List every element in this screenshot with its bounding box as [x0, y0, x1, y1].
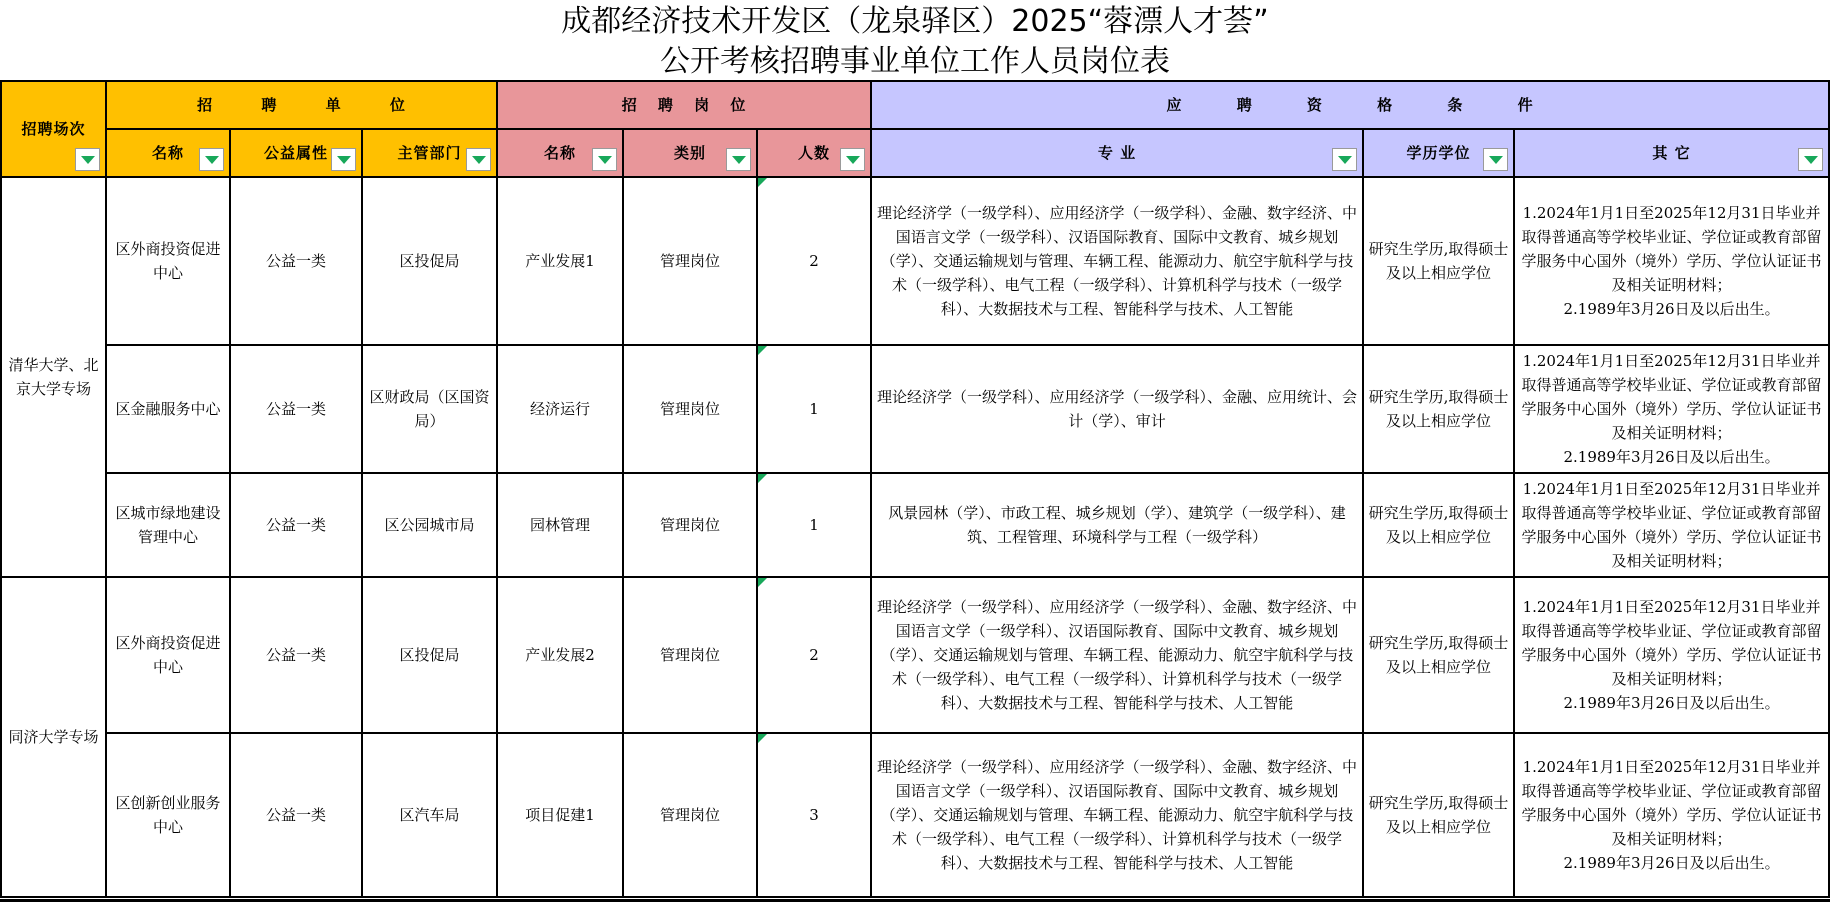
header-edu-label: 学历学位: [1406, 144, 1471, 162]
other-text: 1.2024年1月1日至2025年12月31日毕业并取得普通高等学校毕业证、学位证或教育部留学服务中心国外（境外）学历、学位认证证书及相关证明材料；: [1521, 480, 1822, 570]
table-row: [1, 177, 1829, 345]
post-type-cell: 管理岗位: [623, 177, 757, 345]
filter-button-post-name[interactable]: [592, 148, 617, 171]
header-qual-group: 应 聘 资 格 条 件: [871, 81, 1829, 129]
unit-attr-cell: 公益一类: [230, 577, 362, 733]
major-cell: [871, 577, 1363, 733]
table-row: [1, 577, 1829, 733]
post-type-cell: 管理岗位: [623, 345, 757, 473]
unit-dept-cell: 区财政局（区国资局）: [362, 345, 497, 473]
comment-indicator-icon: [758, 178, 767, 187]
filter-dropdown-icon: [1338, 156, 1352, 164]
filter-button-session[interactable]: [75, 148, 100, 171]
post-count-cell: [757, 345, 871, 473]
filter-dropdown-icon: [846, 156, 860, 164]
session-cell: 清华大学、北京大学专场: [1, 177, 106, 577]
header-edu: [1363, 129, 1514, 177]
filter-button-unit-dept[interactable]: [466, 148, 491, 171]
header-unit-name: [106, 129, 230, 177]
filter-dropdown-icon: [205, 156, 219, 164]
comment-indicator-icon: [758, 734, 767, 743]
header-session-label: 招聘场次: [21, 120, 86, 138]
header-unit-dept-label: 主管部门: [397, 144, 462, 162]
filter-button-post-type[interactable]: [726, 148, 751, 171]
header-row-columns: [1, 129, 1829, 177]
header-unit-dept: [362, 129, 497, 177]
edu-cell: 研究生学历,取得硕士及以上相应学位: [1363, 473, 1514, 577]
header-post-name: [497, 129, 623, 177]
header-post-count-label: 人数: [798, 144, 831, 162]
post-count-cell: [757, 473, 871, 577]
unit-dept-cell: 区投促局: [362, 177, 497, 345]
filter-button-edu[interactable]: [1483, 148, 1508, 171]
filter-dropdown-icon: [81, 156, 95, 164]
header-major: [871, 129, 1363, 177]
major-cell: 风景园林（学）、市政工程、城乡规划（学）、建筑学（一级学科）、建筑、工程管理、环境科学与工程（一级学科）: [871, 473, 1363, 577]
post-type-cell: 管理岗位: [623, 473, 757, 577]
filter-button-other[interactable]: [1798, 148, 1823, 171]
filter-button-unit-name[interactable]: [199, 148, 224, 171]
other-text: 1.2024年1月1日至2025年12月31日毕业并取得普通高等学校毕业证、学位证或教育部留学服务中心国外（境外）学历、学位认证证书及相关证明材料； 2.1989年3月26日及以后出生。: [1521, 758, 1822, 872]
filter-dropdown-icon: [1804, 156, 1818, 164]
header-unit-name-label: 名称: [151, 144, 184, 162]
session-cell: 同济大学专场: [1, 577, 106, 897]
post-count-value: 2: [809, 252, 819, 270]
post-name-cell: 园林管理: [497, 473, 623, 577]
post-count-value: 1: [809, 516, 819, 534]
header-row-groups: [1, 81, 1829, 129]
major-cell: [871, 733, 1363, 897]
header-unit-attr-label: 公益属性: [263, 144, 328, 162]
unit-dept-cell: 区公园城市局: [362, 473, 497, 577]
edu-cell: 研究生学历,取得硕士及以上相应学位: [1363, 345, 1514, 473]
post-name-cell: 产业发展1: [497, 177, 623, 345]
header-post-type-label: 类别: [674, 144, 707, 162]
other-text: 1.2024年1月1日至2025年12月31日毕业并取得普通高等学校毕业证、学位证或教育部留学服务中心国外（境外）学历、学位认证证书及相关证明材料； 2.1989年3月26日及以后出生。: [1521, 352, 1822, 466]
comment-indicator-icon: [758, 346, 767, 355]
major-cell: 理论经济学（一级学科）、应用经济学（一级学科）、金融、应用统计、会计（学）、审计: [871, 345, 1363, 473]
unit-name-cell: 区创新创业服务中心: [106, 733, 230, 897]
unit-attr-cell: 公益一类: [230, 177, 362, 345]
header-unit-group: 招 聘 单 位: [106, 81, 497, 129]
post-count-value: 1: [809, 400, 819, 418]
header-post-type: [623, 129, 757, 177]
post-count-cell: [757, 177, 871, 345]
unit-name-cell: 区外商投资促进中心: [106, 577, 230, 733]
positions-table: [0, 80, 1830, 898]
header-other: [1514, 129, 1829, 177]
unit-name-cell: 区金融服务中心: [106, 345, 230, 473]
unit-dept-cell: 区汽车局: [362, 733, 497, 897]
edu-cell: 研究生学历,取得硕士及以上相应学位: [1363, 733, 1514, 897]
major-text: 理论经济学（一级学科）、应用经济学（一级学科）、金融、数字经济、中国语言文学（一级学科）、汉语国际教育、国际中文教育、城乡规划（学）、交通运输规划与管理、车辆工程、能源动力、航空宇航科学与技术（一级学科）、电气工程（一级学科）、计算机科学与技术（一级学科）、大数据技术与工程、智能科学与技术、人工智能: [877, 598, 1358, 712]
other-cell: [1514, 577, 1829, 733]
comment-indicator-icon: [758, 578, 767, 587]
other-text: 1.2024年1月1日至2025年12月31日毕业并取得普通高等学校毕业证、学位证或教育部留学服务中心国外（境外）学历、学位认证证书及相关证明材料； 2.1989年3月26日及以后出生。: [1521, 598, 1822, 712]
header-unit-attr: [230, 129, 362, 177]
filter-dropdown-icon: [337, 156, 351, 164]
unit-name-cell: 区城市绿地建设管理中心: [106, 473, 230, 577]
major-text: 理论经济学（一级学科）、应用经济学（一级学科）、金融、数字经济、中国语言文学（一级学科）、汉语国际教育、国际中文教育、城乡规划（学）、交通运输规划与管理、车辆工程、能源动力、航空宇航科学与技术（一级学科）、电气工程（一级学科）、计算机科学与技术（一级学科）、大数据技术与工程、智能科学与技术、人工智能: [877, 758, 1358, 872]
page-title-line2: 公开考核招聘事业单位工作人员岗位表: [660, 44, 1170, 79]
post-count-value: 3: [809, 806, 819, 824]
post-count-cell: [757, 733, 871, 897]
header-other-label: 其 它: [1652, 144, 1691, 162]
post-name-cell: 经济运行: [497, 345, 623, 473]
unit-attr-cell: 公益一类: [230, 473, 362, 577]
other-cell: [1514, 177, 1829, 345]
table-row: [1, 733, 1829, 897]
post-type-cell: 管理岗位: [623, 733, 757, 897]
unit-attr-cell: 公益一类: [230, 733, 362, 897]
unit-dept-cell: 区投促局: [362, 577, 497, 733]
header-post-name-label: 名称: [544, 144, 577, 162]
table-row: [1, 345, 1829, 473]
filter-dropdown-icon: [472, 156, 486, 164]
post-count-value: 2: [809, 646, 819, 664]
other-text: 1.2024年1月1日至2025年12月31日毕业并取得普通高等学校毕业证、学位证或教育部留学服务中心国外（境外）学历、学位认证证书及相关证明材料； 2.1989年3月26日及以后出生。: [1521, 204, 1822, 318]
other-cell: [1514, 733, 1829, 897]
table-row: [1, 473, 1829, 577]
header-post-count: [757, 129, 871, 177]
post-count-cell: [757, 577, 871, 733]
header-post-group: 招 聘 岗 位: [497, 81, 871, 129]
header-major-label: 专 业: [1097, 144, 1137, 162]
unit-attr-cell: 公益一类: [230, 345, 362, 473]
post-name-cell: 项目促建1: [497, 733, 623, 897]
major-cell: [871, 177, 1363, 345]
other-cell: [1514, 345, 1829, 473]
edu-cell: 研究生学历,取得硕士及以上相应学位: [1363, 177, 1514, 345]
edu-cell: 研究生学历,取得硕士及以上相应学位: [1363, 577, 1514, 733]
unit-name-cell: 区外商投资促进中心: [106, 177, 230, 345]
filter-button-major[interactable]: [1332, 148, 1357, 171]
other-cell: [1514, 473, 1829, 577]
page-title-line1: 成都经济技术开发区（龙泉驿区）2025“蓉漂人才荟”: [561, 4, 1269, 39]
comment-indicator-icon: [758, 474, 767, 483]
filter-dropdown-icon: [1489, 156, 1503, 164]
header-session: [1, 81, 106, 177]
filter-button-unit-attr[interactable]: [331, 148, 356, 171]
major-text: 理论经济学（一级学科）、应用经济学（一级学科）、金融、数字经济、中国语言文学（一级学科）、汉语国际教育、国际中文教育、城乡规划（学）、交通运输规划与管理、车辆工程、能源动力、航空宇航科学与技术（一级学科）、电气工程（一级学科）、计算机科学与技术（一级学科）、大数据技术与工程、智能科学与技术、人工智能: [877, 204, 1358, 318]
filter-button-post-count[interactable]: [840, 148, 865, 171]
filter-dropdown-icon: [598, 156, 612, 164]
post-name-cell: 产业发展2: [497, 577, 623, 733]
post-type-cell: 管理岗位: [623, 577, 757, 733]
filter-dropdown-icon: [732, 156, 746, 164]
